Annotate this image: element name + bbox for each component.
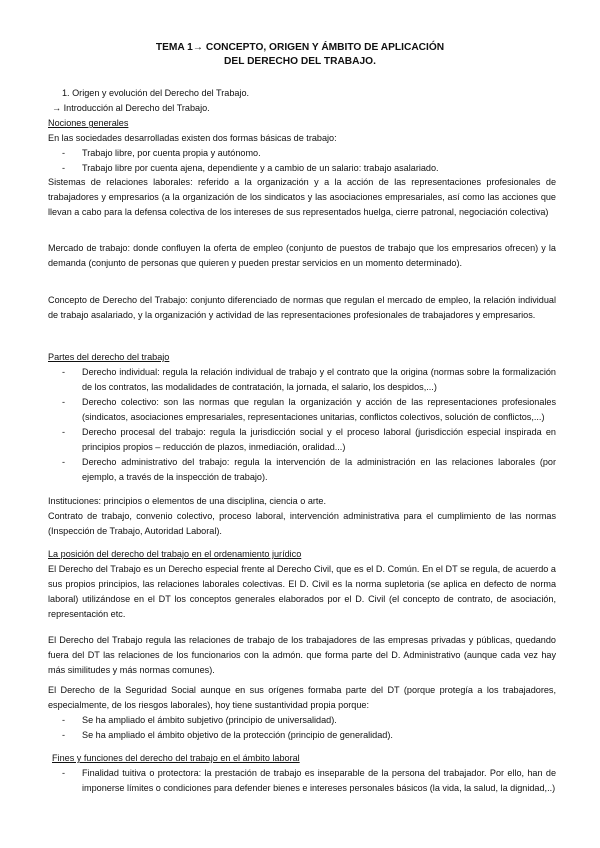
list-item: - Derecho administrativo del trabajo: regula la intervención de la administración en las relaciones laborales (por ejemplo, a través de la inspección de trabajo). bbox=[48, 455, 556, 485]
document-title-line-1: TEMA 1→ CONCEPTO, ORIGEN Y ÁMBITO DE APLICACIÓN bbox=[155, 42, 445, 53]
document-title-line-2: DEL DERECHO DEL TRABAJO. bbox=[224, 56, 376, 67]
list-item: - Finalidad tuitiva o protectora: la prestación de trabajo es inseparable de la persona del trabajador. Por ello, han de imponerse límites o condiciones para defender bienes e intereses personales básicos (la vida, la salud, la dignidad,..) bbox=[48, 766, 556, 796]
list-item: - Trabajo libre, por cuenta propia y autónomo. bbox=[48, 146, 556, 161]
list-item: - Derecho procesal del trabajo: regula la jurisdicción social y el proceso laboral (jurisdicción especial inspirada en principios propios – reducción de plazos, inmediación, oralidad...) bbox=[48, 425, 556, 455]
nociones-intro: En las sociedades desarrolladas existen dos formas básicas de trabajo: bbox=[48, 133, 337, 143]
instituciones-heading: Instituciones: principios o elementos de una disciplina, ciencia o arte. bbox=[48, 496, 327, 506]
concepto-paragraph: Concepto de Derecho del Trabajo: conjunto diferenciado de normas que regulan el mercado de empleo, la relación individual de trabajo asalariado, y la organización y actividad de las representaciones profesionales de trabajadores y empresarios. bbox=[48, 295, 556, 320]
partes-list bbox=[48, 365, 556, 485]
list-item: - Derecho colectivo: son las normas que regulan la organización y acción de las representaciones profesionales (sindicatos, asociaciones empresariales, representaciones unitarias, conflictos colectivos, solución de conflictos,...) bbox=[48, 395, 556, 425]
instituciones-text: Contrato de trabajo, convenio colectivo, proceso laboral, intervención administrativa para el cumplimiento de las normas (Inspección de Trabajo, Autoridad Laboral). bbox=[48, 511, 556, 536]
sistemas-paragraph: Sistemas de relaciones laborales: referido a la organización y a la acción de las representaciones profesionales de trabajadores y empresarios (a la organización de los sindicatos y las asociaciones empresariales, así como las acciones que llevan a cabo para la defensa colectiva de los intereses de sus representados huelga, cierre patronal, negociación colectiva) bbox=[48, 177, 556, 217]
section-1 bbox=[48, 86, 556, 176]
posicion-paragraph-1: El Derecho del Trabajo es un Derecho especial frente al Derecho Civil, que es el D. Común. En el DT se regula, de acuerdo a sus propios principios, las relaciones laborales colectivas. El D. Civil es la norma supletoria (se aplica en defecto de norma laboral) utilizándose en el DT los conceptos generales elaborados por el D. Civil (el concepto de contrato, de asociación, representación etc. bbox=[48, 564, 556, 619]
posicion-section bbox=[48, 547, 556, 622]
fines-heading: Fines y funciones del derecho del trabajo en el ámbito laboral bbox=[52, 753, 300, 763]
nociones-list bbox=[48, 146, 556, 176]
section-1-subheading: → Introducción al Derecho del Trabajo. bbox=[52, 103, 210, 113]
fines-list bbox=[48, 766, 556, 796]
partes-heading: Partes del derecho del trabajo bbox=[48, 352, 170, 362]
list-item: - Se ha ampliado el ámbito subjetivo (principio de universalidad). bbox=[48, 713, 556, 728]
list-item: - Trabajo libre por cuenta ajena, dependiente y a cambio de un salario: trabajo asalariado. bbox=[48, 161, 556, 176]
seguridad-social-list bbox=[48, 713, 556, 743]
section-1-heading: 1. Origen y evolución del Derecho del Trabajo. bbox=[62, 88, 250, 98]
mercado-paragraph: Mercado de trabajo: donde confluyen la oferta de empleo (conjunto de puestos de trabajo que los empresarios ofrecen) y la demanda (conjunto de personas que quieren y pueden prestar servicios en un momento determinado). bbox=[48, 243, 556, 268]
instituciones-section bbox=[48, 494, 556, 539]
posicion-heading: La posición del derecho del trabajo en el ordenamiento jurídico bbox=[48, 549, 302, 559]
nociones-heading: Nociones generales bbox=[48, 118, 129, 128]
posicion-paragraph-3: El Derecho de la Seguridad Social aunque en sus orígenes formaba parte del DT (porque protegía a los trabajadores, especialmente, de los riesgos laborales), hoy tiene sustantividad propia porque: bbox=[48, 685, 556, 710]
posicion-paragraph-2: El Derecho del Trabajo regula las relaciones de trabajo de los trabajadores de las empresas privadas y públicas, quedando fuera del DT las relaciones de los funcionarios con la admón. que forma parte del D. Administrativo (aunque cada vez hay más similitudes y más normas comunes). bbox=[48, 635, 556, 675]
seguridad-social-section bbox=[48, 683, 556, 743]
list-item: - Se ha ampliado el ámbito objetivo de la protección (principio de generalidad). bbox=[48, 728, 556, 743]
list-item: - Derecho individual: regula la relación individual de trabajo y el contrato que la origina (normas sobre la formalización de los contratos, las modalidades de contratación, la jornada, el salario, los despidos,...) bbox=[48, 365, 556, 395]
fines-section bbox=[48, 751, 556, 796]
partes-section bbox=[48, 350, 556, 485]
